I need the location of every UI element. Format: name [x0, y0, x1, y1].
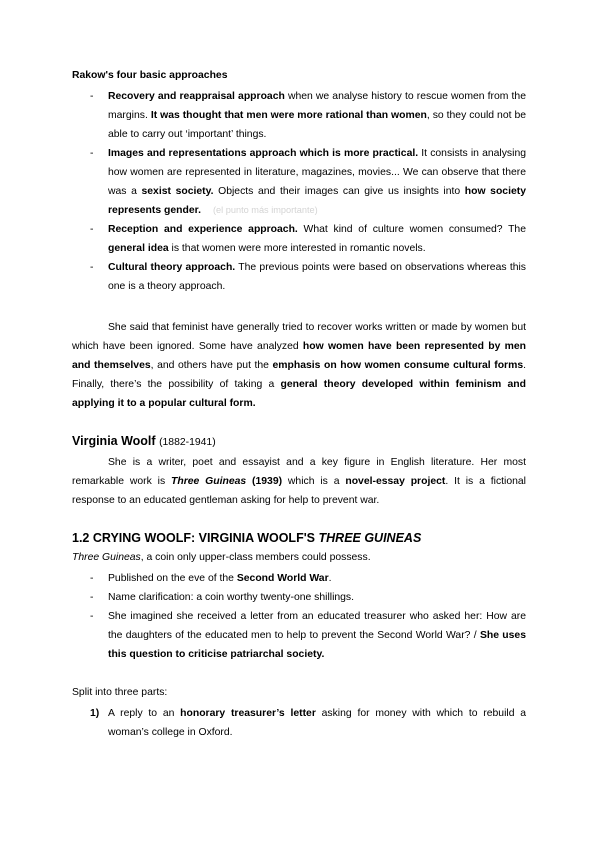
body-text: A reply to an [108, 708, 181, 719]
parts-list [72, 704, 526, 742]
approaches-list [72, 87, 526, 296]
body-text: asking for money with which to rebuild a woman’s college in Oxford. [108, 708, 527, 738]
three-guineas-item: - Name clarification: a coin worthy twenty-one shillings. [90, 592, 355, 603]
emphasis-text: It was thought that men were more rational than women [150, 110, 427, 121]
three-guineas-list [72, 569, 526, 664]
woolf-name: Virginia Woolf [72, 434, 156, 448]
parts-intro: Split into three parts: [72, 687, 168, 698]
emphasis-text: (1939) [246, 476, 283, 487]
parts-item-number: 1) [90, 708, 100, 719]
body-text: The previous points were based on observations whereas this one is a theory approach. [108, 262, 526, 292]
body-text: It consists in analysing how women are represented in literature, magazines, movies... We can observe that there was a [108, 148, 526, 197]
approach-item: - Images and representations approach which is more practical. It consists in analysing how women are represented in literature, magazines, movies... We can observe that there was a sexist society. Objects and their images can give us insights into how society represents gender. (el punto más importante) [90, 148, 526, 216]
feminism-paragraph [72, 318, 526, 413]
emphasis-text: general idea [108, 243, 169, 254]
woolf-years: (1882-1941) [159, 437, 216, 448]
emphasis-text: Recovery and reappraisal approach [108, 91, 285, 102]
emphasis-text: Second World War [236, 573, 329, 584]
three-guineas-item: - Published on the eve of the Second World War. [90, 573, 332, 584]
approaches-heading: Rakow's four basic approaches [72, 70, 228, 81]
body-text: is that women were more interested in romantic novels. [168, 243, 426, 254]
emphasis-text: sexist society. [141, 186, 214, 197]
section-intro-italic: Three Guineas [72, 552, 141, 563]
body-text: She imagined she received a letter from an educated treasurer who asked her: How are the daughters of the educated men to help to prevent the Second World War? / [108, 611, 526, 641]
emphasis-text: general theory developed within feminism and applying it to a popular cultural form. [72, 379, 526, 409]
emphasis-text: Reception and experience approach. [108, 224, 298, 235]
emphasis-text: She uses this question to criticise patriarchal society. [108, 630, 526, 660]
approach-item: - Cultural theory approach. The previous points were based on observations whereas this one is a theory approach. [90, 262, 526, 292]
parts-item [72, 704, 526, 742]
woolf-heading [72, 431, 526, 453]
emphasis-text: emphasis on how women consume cultural forms [272, 360, 524, 371]
body-text: which is a [282, 476, 346, 487]
section-title-prefix: 1.2 CRYING WOOLF: VIRGINIA WOOLF'S [72, 531, 319, 545]
body-text: . [328, 573, 332, 584]
approach-item: - Reception and experience approach. What kind of culture women consumed? The general idea is that women were more interested in romantic novels. [90, 224, 526, 254]
body-text: when we analyse history to rescue women from the margins. [108, 91, 526, 121]
body-text: She said that feminist have generally tried to recover works written or made by women but which have been ignored. Some have analyzed [72, 322, 526, 352]
emphasis-text: Cultural theory approach. [108, 262, 236, 273]
body-text: What kind of culture women consumed? The [297, 224, 526, 235]
section-intro-rest: , a coin only upper-class members could possess. [140, 552, 371, 563]
body-text: Objects and their images can give us insights into [213, 186, 465, 197]
woolf-paragraph [72, 453, 526, 510]
margin-note: (el punto más importante) [212, 205, 318, 215]
section-title-italic: THREE GUINEAS [318, 531, 422, 545]
body-text: Name clarification: a coin worthy twenty-one shillings. [108, 592, 355, 603]
body-text: , and others have put the [150, 360, 273, 371]
approach-item: - Recovery and reappraisal approach when we analyse history to rescue women from the margins. It was thought that men were more rational than women, so they could not be able to carry out ‘important’ things. [90, 91, 527, 140]
body-text: . It is a fictional response to an educated gentleman asking for help to prevent war. [72, 476, 526, 506]
section-intro [72, 548, 526, 567]
emphasis-text: honorary treasurer’s letter [180, 708, 316, 719]
emphasis-text: how society represents gender. [108, 186, 526, 216]
body-text: . Finally, there’s the possibility of taking a [72, 360, 526, 390]
body-text: Published on the eve of the [108, 573, 237, 584]
emphasis-text: how women have been represented by men and themselves [72, 341, 526, 371]
section-title [72, 528, 526, 548]
emphasis-text: Images and representations approach which is more practical. [108, 148, 419, 159]
emphasis-text: novel-essay project [345, 476, 446, 487]
body-text: , so they could not be able to carry out ‘important’ things. [108, 110, 527, 140]
body-text: She is a writer, poet and essayist and a key figure in English literature. Her most remarkable work is [72, 457, 526, 487]
emphasis-text: Three Guineas [171, 476, 247, 487]
three-guineas-item: - She imagined she received a letter from an educated treasurer who asked her: How are the daughters of the educated men to help to prevent the Second World War? / She uses this question to criticise patriarchal society. [90, 611, 526, 660]
